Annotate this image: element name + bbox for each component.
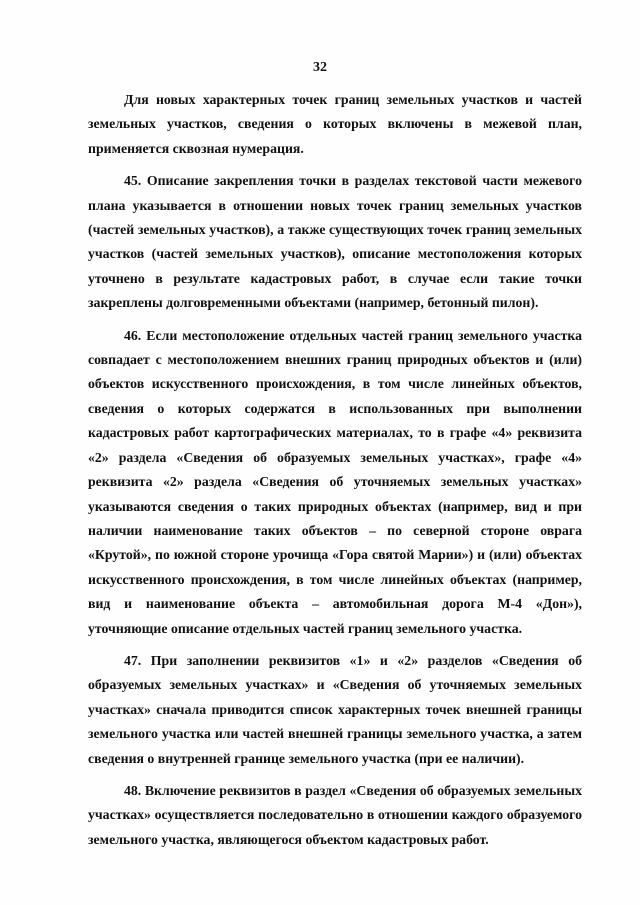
paragraph-intro: Для новых характерных точек границ земельных участков и частей земельных участков, сведения о которых включены в межевой план, применяется сквозная нумерация. [88,92,582,156]
paragraph-48: 48. Включение реквизитов в раздел «Сведения об образуемых земельных участках» осуществляется последовательно в отношении каждого образуемого земельного участка, являющегося объектом кадастровых работ. [88,782,582,847]
document-body [88,88,582,860]
paragraph-47: 47. При заполнении реквизитов «1» и «2» разделов «Сведения об образуемых земельных участках» и «Сведения об уточняемых земельных участках» сначала приводится список характерных точек внешней границы земельного участка или частей внешней границы земельного участка, а затем сведения о внутренней границе земельного участка (при ее наличии). [88,652,582,766]
paragraph-45: 45. Описание закрепления точки в разделах текстовой части межевого плана указывается в отношении новых точек границ земельных участков (частей земельных участков), а также существующих точек границ земельных участков (частей земельных участков), описание местоположения которых уточнено в результате кадастровых работ, в случае если такие точки закреплены долговременными объектами (например, бетонный пилон). [88,173,582,311]
page-number: 32 [313,60,327,75]
paragraph-46: 46. Если местоположение отдельных частей границ земельного участка совпадает с местоположением внешних границ природных объектов и (или) объектов искусственного происхождения, в том числе линейных объектов, сведения о которых содержатся в использованных при выполнении кадастровых работ картографических материалах, то в графе «4» реквизита «2» раздела «Сведения об образуемых земельных участках», графе «4» реквизита «2» раздела «Сведения об уточняемых земельных участках» указываются сведения о таких природных объектах (например, вид и при наличии наименование таких объектов – по северной стороне оврага «Крутой», по южной стороне урочища «Гора святой Марии») и (или) объектах искусственного происхождения, в том числе линейных объектах (например, вид и наименование объекта – автомобильная дорога М-4 «Дон»), уточняющие описание отдельных частей границ земельного участка. [88,327,582,636]
